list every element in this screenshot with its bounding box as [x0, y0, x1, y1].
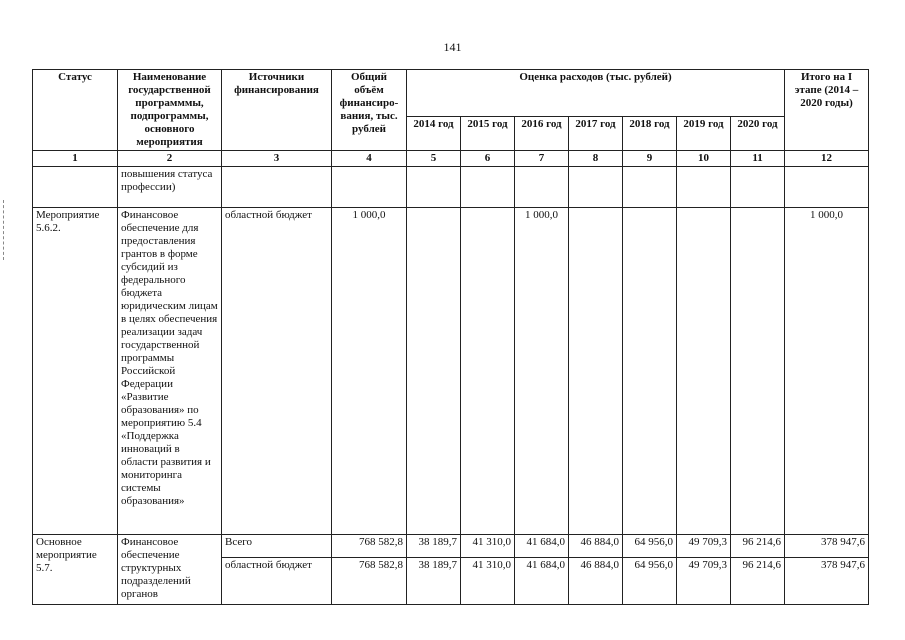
- column-number: 4: [332, 151, 407, 167]
- column-number: 9: [623, 151, 677, 167]
- column-number: 6: [461, 151, 515, 167]
- column-number: 12: [785, 151, 869, 167]
- header-total: Общий объём финансиро-вания, тыс. рублей: [332, 70, 407, 151]
- cell-name: повышения статуса профессии): [118, 167, 222, 208]
- cell-status: [33, 167, 118, 208]
- cell-year-2018: [623, 208, 677, 535]
- cell-total: 768 582,8: [332, 535, 407, 558]
- cell-year-2018: 64 956,0: [623, 558, 677, 605]
- cell-year-2019: 49 709,3: [677, 558, 731, 605]
- header-year-2015: 2015 год: [461, 117, 515, 151]
- cell-total: [332, 167, 407, 208]
- header-estimate: Оценка расходов (тыс. рублей): [407, 70, 785, 117]
- cell-year-2014: [407, 208, 461, 535]
- cell-year: [407, 167, 461, 208]
- cell-year-2014: 38 189,7: [407, 558, 461, 605]
- cell-year-2017: [569, 208, 623, 535]
- cell-source: [222, 167, 332, 208]
- cell-year-2015: 41 310,0: [461, 535, 515, 558]
- cell-year-2016: 41 684,0: [515, 558, 569, 605]
- cell-year-2016: 1 000,0: [515, 208, 569, 535]
- header-year-2019: 2019 год: [677, 117, 731, 151]
- cell-year: [461, 167, 515, 208]
- header-year-2017: 2017 год: [569, 117, 623, 151]
- cell-stage-total: 378 947,6: [785, 535, 869, 558]
- cell-year-2014: 38 189,7: [407, 535, 461, 558]
- header-year-2018: 2018 год: [623, 117, 677, 151]
- header-year-2014: 2014 год: [407, 117, 461, 151]
- cell-year-2017: 46 884,0: [569, 535, 623, 558]
- cell-source: областной бюджет: [222, 558, 332, 605]
- header-name: Наименование государственной программмы, подпрограммы, основного мероприятия: [118, 70, 222, 151]
- column-number: 10: [677, 151, 731, 167]
- cell-year-2017: 46 884,0: [569, 558, 623, 605]
- scan-margin-rule: [3, 200, 5, 260]
- header-row-1: [33, 70, 869, 117]
- budget-table: [32, 69, 869, 605]
- column-number: 8: [569, 151, 623, 167]
- page-number: 141: [443, 40, 462, 54]
- cell-year-2019: [677, 208, 731, 535]
- table-row-continuation: [33, 167, 869, 208]
- column-number: 1: [33, 151, 118, 167]
- cell-total: 1 000,0: [332, 208, 407, 535]
- cell-stage-total: [785, 167, 869, 208]
- header-year-2020: 2020 год: [731, 117, 785, 151]
- cell-status: Мероприятие 5.6.2.: [33, 208, 118, 535]
- cell-year-2019: 49 709,3: [677, 535, 731, 558]
- cell-year: [677, 167, 731, 208]
- cell-year-2016: 41 684,0: [515, 535, 569, 558]
- cell-year: [515, 167, 569, 208]
- header-sources: Источники финансирования: [222, 70, 332, 151]
- column-number: 5: [407, 151, 461, 167]
- cell-year: [623, 167, 677, 208]
- column-number: 7: [515, 151, 569, 167]
- cell-stage-total: 1 000,0: [785, 208, 869, 535]
- cell-source: областной бюджет: [222, 208, 332, 535]
- cell-stage-total: 378 947,6: [785, 558, 869, 605]
- cell-year-2020: [731, 208, 785, 535]
- cell-year: [569, 167, 623, 208]
- column-number: 3: [222, 151, 332, 167]
- cell-year-2018: 64 956,0: [623, 535, 677, 558]
- cell-year-2015: 41 310,0: [461, 558, 515, 605]
- cell-source: Всего: [222, 535, 332, 558]
- header-year-2016: 2016 год: [515, 117, 569, 151]
- column-numbers-row: [33, 151, 869, 167]
- column-number: 2: [118, 151, 222, 167]
- header-stage-total: Итого на I этапе (2014 – 2020 годы): [785, 70, 869, 151]
- table-row-measure-5-6-2: [33, 208, 869, 535]
- cell-year: [731, 167, 785, 208]
- cell-status: Основное мероприятие 5.7.: [33, 535, 118, 605]
- cell-total: 768 582,8: [332, 558, 407, 605]
- cell-name: Финансовое обеспечение структурных подразделений органов: [118, 535, 222, 605]
- column-number: 11: [731, 151, 785, 167]
- cell-name: Финансовое обеспечение для предоставления грантов в форме субсидий из федерального бюджета юридическим лицам в целях обеспечения реализации задач государственной программы Российской Федерации «Развитие образования» по мероприятию 5.4 «Поддержка инноваций в области развития и мониторинга системы образования»: [118, 208, 222, 535]
- table-row-measure-5-7-total: [33, 535, 869, 558]
- cell-year-2015: [461, 208, 515, 535]
- cell-year-2020: 96 214,6: [731, 535, 785, 558]
- cell-year-2020: 96 214,6: [731, 558, 785, 605]
- header-status: Статус: [33, 70, 118, 151]
